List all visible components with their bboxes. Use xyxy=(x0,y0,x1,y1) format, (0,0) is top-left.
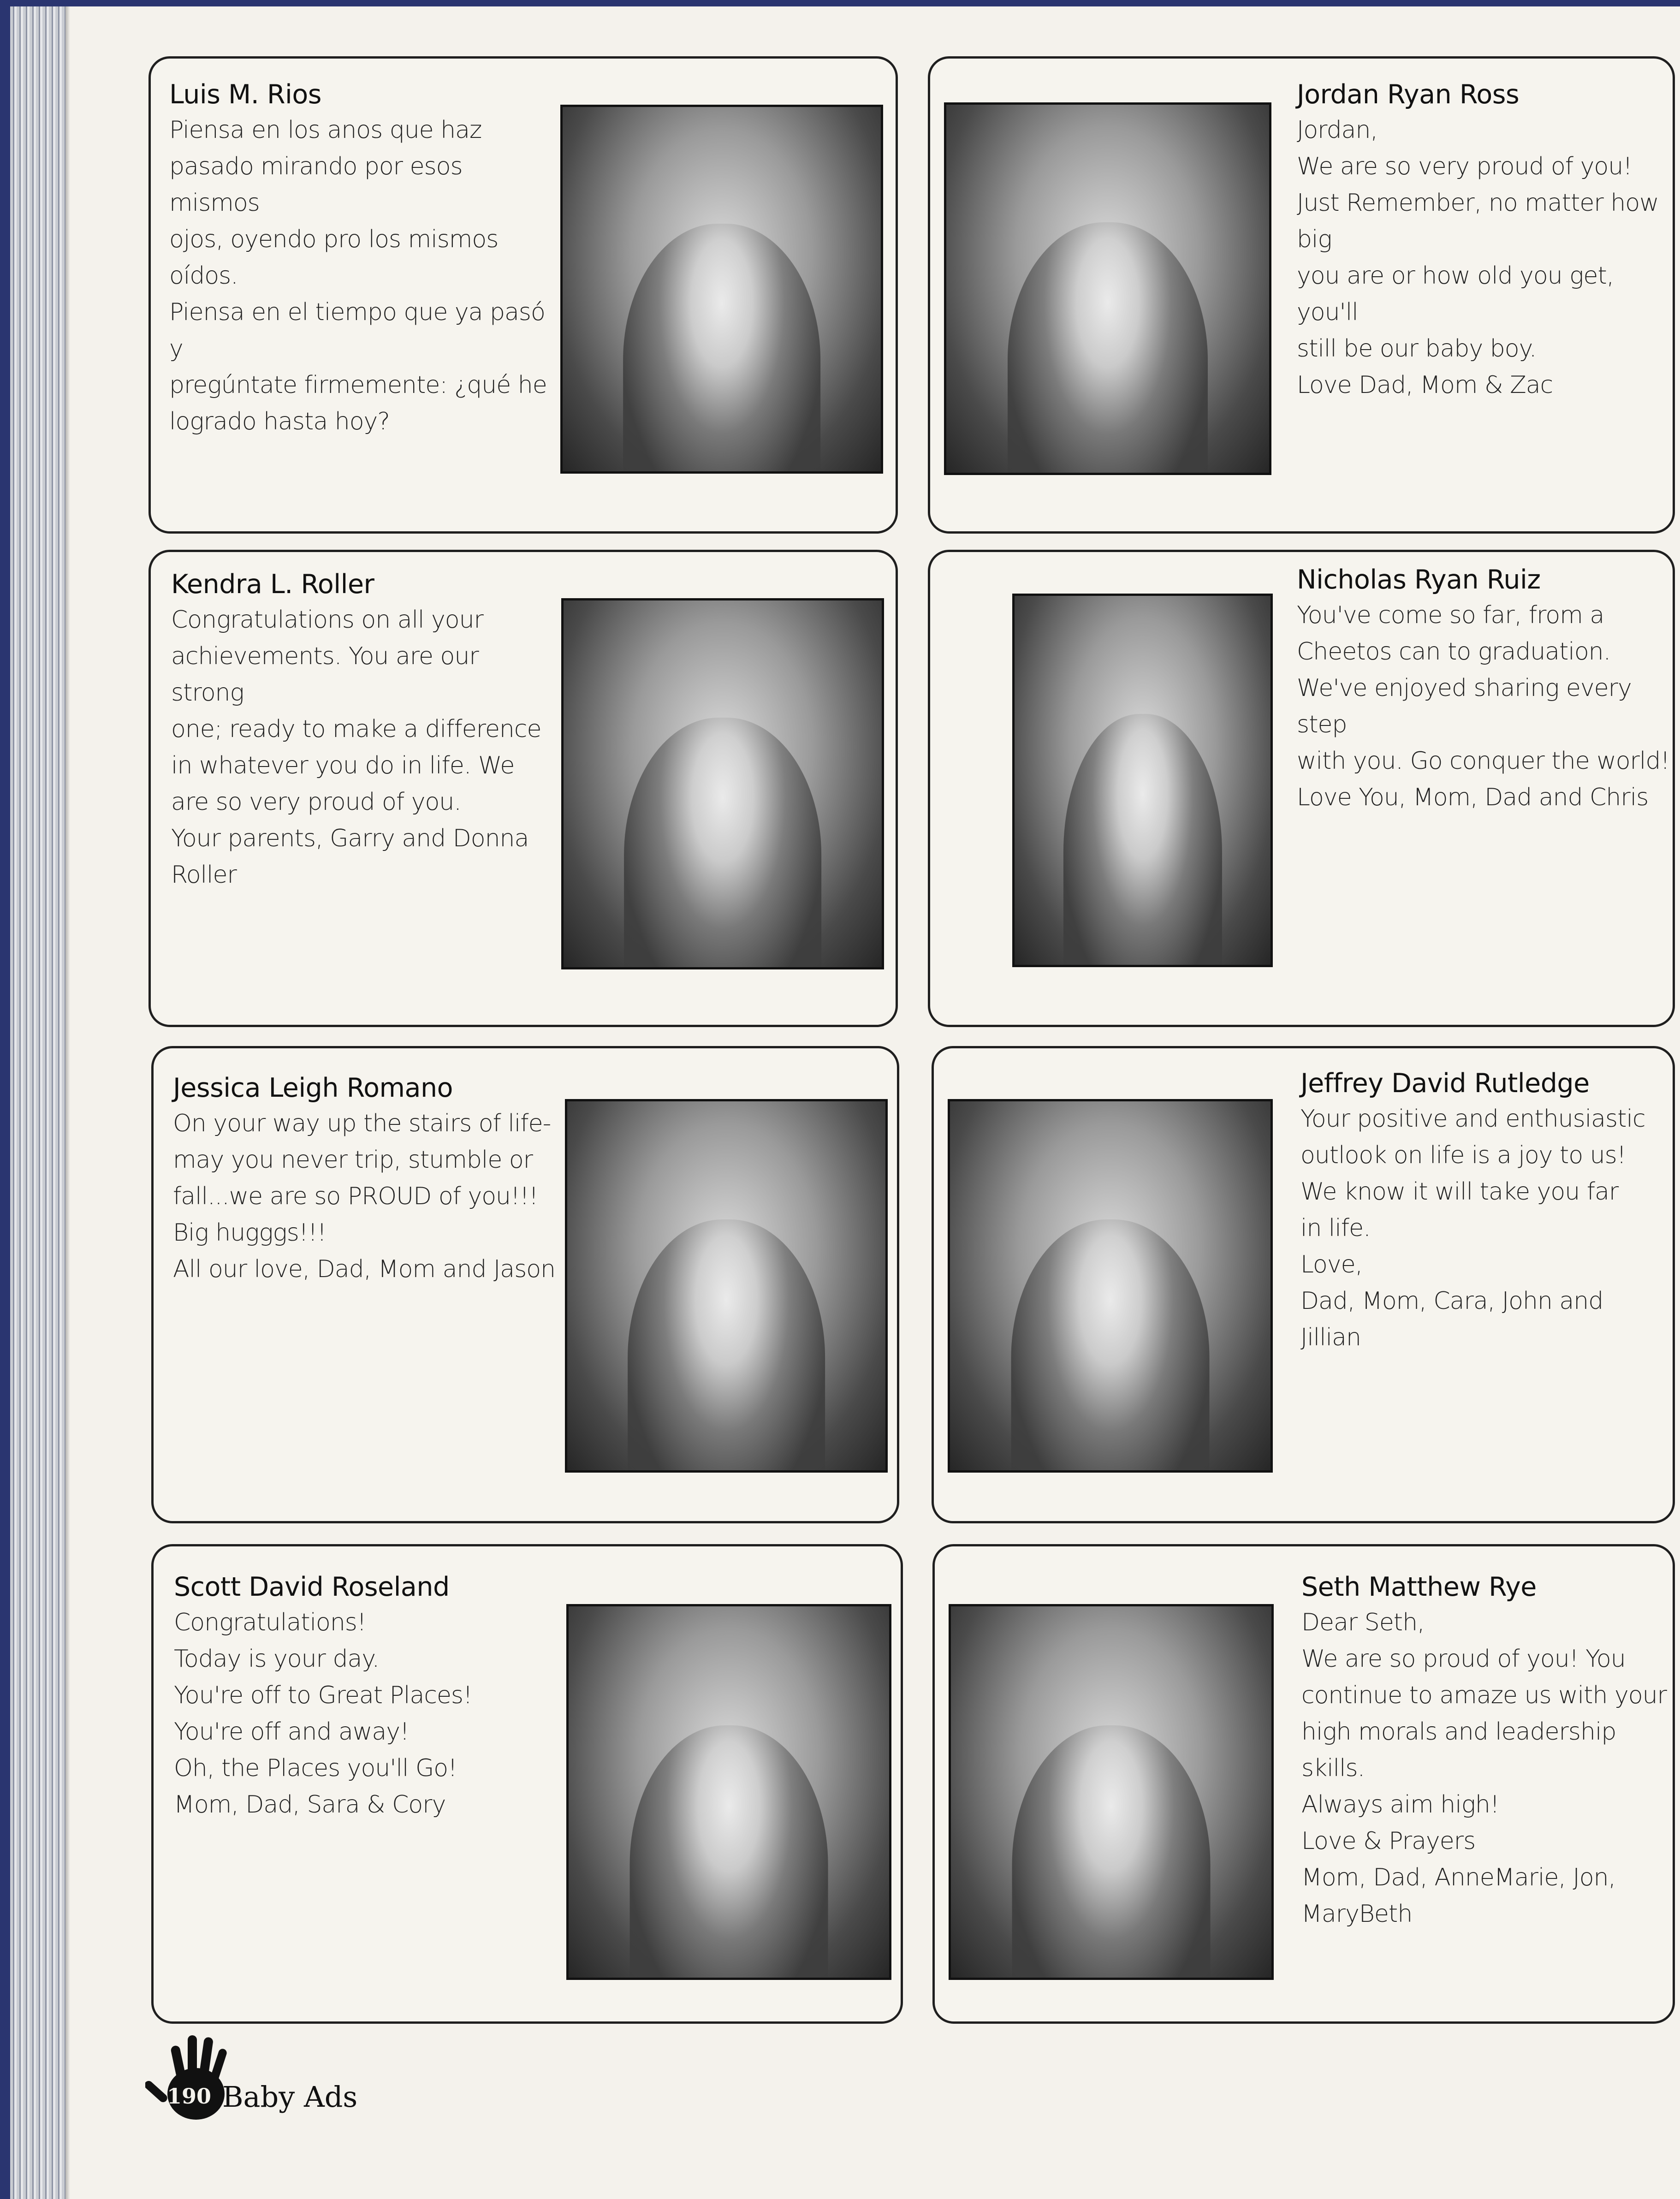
ad-name: Jordan Ryan Ross xyxy=(1297,79,1520,110)
ad-photo xyxy=(1012,594,1273,967)
ad-card-rios xyxy=(148,56,898,534)
ad-message: On your way up the stairs of life- may you never trip, stumble or fall...we are so PROUD of you!!! Big hugggs!!! All our love, Dad, Mom and Jason xyxy=(173,1110,556,1283)
ad-message: Dear Seth, We are so proud of you! You continue to amaze us with your high morals and leadership skills. Always aim high! Love & Prayers Mom, Dad, AnneMarie, Jon, MaryBeth xyxy=(1301,1609,1667,1928)
ad-photo xyxy=(561,598,884,969)
ad-message: Piensa en los anos que haz pasado mirando por esos mismos ojos, oyendo pro los mismos oídos. Piensa en el tiempo que ya pasó y pregúntate firmemente: ¿qué he logrado hasta hoy? xyxy=(169,116,547,435)
ad-name: Jeffrey David Rutledge xyxy=(1300,1068,1590,1099)
ad-card-rutledge xyxy=(932,1046,1675,1523)
ad-card-rye xyxy=(932,1544,1675,2024)
ad-name: Scott David Roseland xyxy=(174,1572,450,1602)
ad-card-ross xyxy=(928,56,1675,534)
page-number: 190 xyxy=(167,2084,212,2109)
ad-card-roseland xyxy=(151,1544,903,2024)
ad-photo xyxy=(944,102,1271,475)
ad-message: Jordan, We are so very proud of you! Just Remember, no matter how big you are or how old you get, you'll still be our baby boy. Love Dad, Mom & Zac xyxy=(1297,116,1659,399)
ad-name: Jessica Leigh Romano xyxy=(173,1073,453,1103)
ad-card-romano xyxy=(151,1046,899,1523)
ad-photo xyxy=(565,1099,888,1473)
book-cover-left-edge xyxy=(0,0,10,2199)
ad-name: Nicholas Ryan Ruiz xyxy=(1297,565,1541,595)
section-title: Baby Ads xyxy=(222,2080,358,2114)
ad-message: You've come so far, from a Cheetos can to graduation. We've enjoyed sharing every step with you. Go conquer the world! Love You, Mom, Dad and Chris xyxy=(1297,601,1670,811)
ad-message: Congratulations on all your achievements. You are our strong one; ready to make a difference in whatever you do in life. We are so very proud of you. Your parents, Garry and Donna Roller xyxy=(171,606,541,889)
ad-message: Congratulations! Today is your day. You're off to Great Places! You're off and away! Oh, the Places you'll Go! Mom, Dad, Sara & Cory xyxy=(174,1609,472,1819)
ad-photo xyxy=(566,1604,891,1980)
ad-photo xyxy=(948,1099,1273,1473)
ad-name: Kendra L. Roller xyxy=(171,569,374,600)
ad-name: Seth Matthew Rye xyxy=(1301,1572,1537,1602)
book-cover-top-edge xyxy=(0,0,1680,6)
ad-card-roller xyxy=(148,550,898,1027)
ad-photo xyxy=(949,1604,1274,1980)
page-stack-edges xyxy=(10,6,65,2199)
ad-card-ruiz xyxy=(928,550,1675,1027)
ad-message: Your positive and enthusiastic outlook on life is a joy to us! We know it will take you far in life. Love, Dad, Mom, Cara, John and Jillian xyxy=(1300,1105,1645,1351)
ad-photo xyxy=(560,105,883,474)
ad-name: Luis M. Rios xyxy=(169,79,321,110)
